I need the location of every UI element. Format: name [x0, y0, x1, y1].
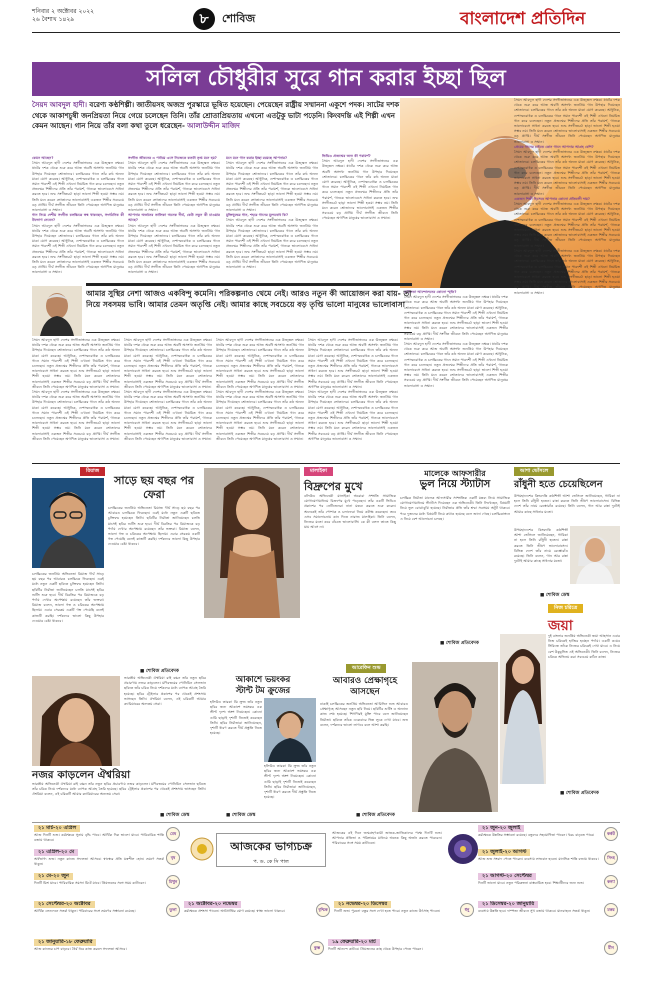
asha-photo-art — [570, 526, 620, 584]
tag-asha: আশা ভোঁসলে — [514, 467, 554, 476]
answer-text: সৈয়দ আবদুল হাদী দেশের সংগীতাঙ্গনের এক উজ্জ্বল নক্ষত্র। ষাটের দশক থেকে শুরু করে আজ অবধি অসংখ্য জনপ্রিয় গান উপহার দিয়েছেন শ্রোতাদের। চলচ্চিত্রের গানে তাঁর কণ্ঠ অনন্য মাত্রা যোগ করেছে। আধুনিক, দেশাত্মবোধক ও চলচ্চিত্রের গানে সমান পারদর্শী এই শিল্পী এখনো নিয়মিত গান করে চলেছেন। নতুন প্রজন্মের শিল্পীদের প্রতি তাঁর পরামর্শ, গানকে ভালোবেসে সাধনা করতে হবে। শুদ্ধ সংগীতচর্চা ছাড়া ভালো শিল্পী হওয়া সম্ভব নয়। তিনি মনে করেন শ্রোতাদের ভালোবাসাই একজন শিল্পীর সবচেয়ে বড় প্রাপ্তি। দীর্ঘ সংগীত জীবনে তিনি পেয়েছেন অগণিত মানুষের ভালোবাসা ও সম্মান। — [32, 223, 124, 275]
zodiac-sign-badge: তুলা — [166, 903, 180, 917]
qa-column-1 — [32, 156, 124, 280]
question-7: ভিডিও প্রজন্মের জন্য কী পরামর্শ? — [322, 154, 371, 158]
intro-author: সৈয়দ আবদুল হাদী। — [32, 101, 87, 109]
aishwarya-byline: ■ শোবিজ ডেস্ক — [160, 813, 190, 818]
horoscope-sign-text: দিনটি আনন্দে কাটবে। প্রিয়জনের কাছ থেকে উপহার পেতে পারেন। — [328, 947, 423, 951]
answer-text: সৈয়দ আবদুল হাদী দেশের সংগীতাঙ্গনের এক উজ্জ্বল নক্ষত্র। ষাটের দশক থেকে শুরু করে আজ অবধি অসংখ্য জনপ্রিয় গান উপহার দিয়েছেন শ্রোতাদের। চলচ্চিত্রের গানে তাঁর কণ্ঠ অনন্য মাত্রা যোগ করেছে। আধুনিক, দেশাত্মবোধক ও চলচ্চিত্রের গানে সমান পারদর্শী এই শিল্পী এখনো নিয়মিত গান করে চলেছেন। নতুন প্রজন্মের শিল্পীদের প্রতি তাঁর পরামর্শ, গানকে ভালোবেসে সাধনা করতে হবে। শুদ্ধ সংগীতচর্চা ছাড়া ভালো শিল্পী হওয়া সম্ভব নয়। তিনি মনে করেন শ্রোতাদের ভালোবাসাই একজন শিল্পীর সবচেয়ে বড় প্রাপ্তি। দীর্ঘ সংগীত জীবনে তিনি পেয়েছেন অগণিত মানুষের ভালোবাসা ও সম্মান। — [216, 338, 304, 389]
horoscope-sign-dates: ১৯ ফেব্রুয়ারি-২০ মার্চ — [328, 939, 380, 946]
main-headline: সলিল চৌধুরীর সুরে গান করার ইচ্ছা ছিল — [146, 66, 506, 91]
horoscope-sign-dates: ২১ সেপ্টেম্বর-২০ অক্টোবর — [34, 901, 95, 908]
status-headline — [400, 468, 510, 490]
date-line-1: শনিবার ২ অক্টোবর ২০২২ — [32, 8, 95, 15]
zodiac-sign-badge: মিথুন — [166, 875, 180, 889]
answer-text: সৈয়দ আবদুল হাদী দেশের সংগীতাঙ্গনের এক উজ্জ্বল নক্ষত্র। ষাটের দশক থেকে শুরু করে আজ অবধি অসংখ্য জনপ্রিয় গান উপহার দিয়েছেন শ্রোতাদের। চলচ্চিত্রের গানে তাঁর কণ্ঠ অনন্য মাত্রা যোগ করেছে। আধুনিক, দেশাত্মবোধক ও চলচ্চিত্রের গানে সমান পারদর্শী এই শিল্পী এখনো নিয়মিত গান করে চলেছেন। নতুন প্রজন্মের শিল্পীদের প্রতি তাঁর পরামর্শ, গানকে ভালোবেসে সাধনা করতে হবে। শুদ্ধ সংগীতচর্চা ছাড়া ভালো শিল্পী হওয়া সম্ভব নয়। তিনি মনে করেন শ্রোতাদের ভালোবাসাই একজন শিল্পীর সবচেয়ে বড় প্রাপ্তি। দীর্ঘ সংগীত জীবনে তিনি পেয়েছেন অগণিত মানুষের ভালোবাসা ও সম্মান। — [32, 338, 120, 389]
riaz-photo — [32, 478, 104, 568]
zodiac-sign-badge: সিংহ — [604, 851, 618, 865]
zodiac-sign-badge: মেষ — [166, 827, 180, 841]
qa-column-2 — [128, 156, 220, 280]
answer-text: সৈয়দ আবদুল হাদী দেশের সংগীতাঙ্গনের এক উজ্জ্বল নক্ষত্র। ষাটের দশক থেকে শুরু করে আজ অবধি অসংখ্য জনপ্রিয় গান উপহার দিয়েছেন শ্রোতাদের। চলচ্চিত্রের গানে তাঁর কণ্ঠ অনন্য মাত্রা যোগ করেছে। আধুনিক, দেশাত্মবোধক ও চলচ্চিত্রের গানে সমান পারদর্শী এই শিল্পী এখনো নিয়মিত গান করে চলেছেন। নতুন প্রজন্মের শিল্পীদের প্রতি তাঁর পরামর্শ, গানকে ভালোবেসে সাধনা করতে হবে। শুদ্ধ সংগীতচর্চা ছাড়া ভালো শিল্পী হওয়া সম্ভব নয়। তিনি মনে করেন শ্রোতাদের ভালোবাসাই একজন শিল্পীর সবচেয়ে বড় প্রাপ্তি। দীর্ঘ সংগীত জীবনে তিনি পেয়েছেন অগণিত মানুষের ভালোবাসা ও সম্মান। — [32, 161, 124, 213]
zodiac-sign-badge: মকর — [604, 903, 618, 917]
asha-photo — [570, 526, 620, 584]
horoscope-sign-text: দিনটি মিশ্র যাবে। পারিবারিক সমস্যা মিটে যাবে। প্রিয়জনের সঙ্গে সময় কাটাবেন। — [34, 881, 146, 885]
qa-column-5 — [404, 290, 508, 460]
header-rule — [32, 32, 620, 33]
title-banner — [32, 62, 620, 96]
qa-column-3 — [226, 156, 318, 280]
answer-text: সৈয়দ আবদুল হাদী দেশের সংগীতাঙ্গনের এক উজ্জ্বল নক্ষত্র। ষাটের দশক থেকে শুরু করে আজ অবধি অসংখ্য জনপ্রিয় গান উপহার দিয়েছেন শ্রোতাদের। চলচ্চিত্রের গানে তাঁর কণ্ঠ অনন্য মাত্রা যোগ করেছে। আধুনিক, দেশাত্মবোধক ও চলচ্চিত্রের গানে সমান পারদর্শী এই শিল্পী এখনো নিয়মিত গান করে চলেছেন। নতুন প্রজন্মের শিল্পীদের প্রতি তাঁর পরামর্শ, গানকে ভালোবেসে সাধনা করতে হবে। শুদ্ধ সংগীতচর্চা ছাড়া ভালো শিল্পী হওয়া সম্ভব নয়। তিনি মনে করেন শ্রোতাদের ভালোবাসাই একজন শিল্পীর সবচেয়ে বড় প্রাপ্তি। দীর্ঘ সংগীত জীবনে তিনি পেয়েছেন অগণিত মানুষের ভালোবাসা ও সম্মান। — [226, 161, 318, 213]
horoscope-sign-text: আজ কাজের চাপ বাড়বে। ধৈর্য ধরে কাজ করলে সফলতা আসবে। — [34, 947, 127, 951]
header-date — [32, 8, 152, 24]
horoscope-sign — [34, 939, 308, 971]
aishwarya-photo-art — [32, 676, 120, 766]
answer-text: সৈয়দ আবদুল হাদী দেশের সংগীতাঙ্গনের এক উজ্জ্বল নক্ষত্র। ষাটের দশক থেকে শুরু করে আজ অবধি অসংখ্য জনপ্রিয় গান উপহার দিয়েছেন শ্রোতাদের। চলচ্চিত্রের গানে তাঁর কণ্ঠ অনন্য মাত্রা যোগ করেছে। আধুনিক, দেশাত্মবোধক ও চলচ্চিত্রের গানে সমান পারদর্শী এই শিল্পী এখনো নিয়মিত গান করে চলেছেন। নতুন প্রজন্মের শিল্পীদের প্রতি তাঁর পরামর্শ, গানকে ভালোবেসে সাধনা করতে হবে। শুদ্ধ সংগীতচর্চা ছাড়া ভালো শিল্পী হওয়া সম্ভব নয়। তিনি মনে করেন শ্রোতাদের ভালোবাসাই একজন শিল্পীর সবচেয়ে বড় প্রাপ্তি। দীর্ঘ সংগীত জীবনে তিনি পেয়েছেন অগণিত মানুষের ভালোবাসা ও সম্মান। — [322, 159, 398, 221]
qa-column-9 — [216, 338, 304, 458]
horoscope-sign-dates: ২১ এপ্রিল-২০ মে — [34, 849, 78, 856]
asha-title: রাঁধুনী হতে চেয়েছিলেন — [514, 479, 603, 490]
horoscope-sign-text: কর্মক্ষেত্রে উন্নতির সম্ভাবনা রয়েছে। বন্ধুদের সহযোগিতা পাবেন। খরচ বাড়তে পারে। — [478, 833, 595, 837]
horoscope-sign-text: কর্মক্ষেত্রে প্রশংসা পাবেন। অর্থপ্রাপ্তির যোগ রয়েছে। স্বাস্থ্য ভালো থাকবে। — [184, 909, 285, 913]
horoscope-sign-text: দিনটি ভালো যাবে। নতুন পরিকল্পনা বাস্তবায়িত হবে। শিক্ষার্থীদের জন্য শুভ। — [478, 881, 585, 885]
riaz-headline — [108, 474, 200, 502]
riaz-text-2: চলচ্চিত্রের জনপ্রিয় অভিনেতা রিয়াজ দীর্ঘ সাড়ে ছয় বছর পর আবারও চলচ্চিত্রে ফিরছেন। এরই মধ্যে নতুন একটি ছবিতে চুক্তিবদ্ধ হয়েছেন তিনি। ছবিটির নির্মাতা জানিয়েছেন চলতি মাসেই ছবির শুটিং শুরু হবে। দীর্ঘ বিরতির পর রিয়াজকে বড় পর্দায় দেখার অপেক্ষায় রয়েছেন তাঁর ভক্তরা। রিয়াজ বলেন, ভালো গল্প ও চরিত্রের অপেক্ষায় ছিলাম। এবার সেরকম একটি গল্প পেয়েছি বলেই কাজটি করছি। দর্শকদের ভালো কিছু উপহার দেওয়ার চেষ্টা থাকবে। — [32, 572, 104, 623]
qa-column-8 — [124, 338, 212, 458]
riaz-byline: ■ শোবিজ প্রতিবেদক — [140, 669, 179, 674]
malaika-text: বলিউড অভিনেত্রী মালাইকা অরোরা সম্প্রতি সামাজিক যোগাযোগমাধ্যমে বিদ্রুপের মুখে পড়েছেন। তাঁর একটি ভিডিও প্রকাশের পর নেটিজেনরা নানা মন্তব্য করতে শুরু করেন। অনেকেই তাঁর পোশাক ও চলাফেরা নিয়ে কটাক্ষ করেছেন। তবে এসব সমালোচনায় কান দিতে নারাজ মালাইকা। তিনি বলেন, নিজের মতো করে বাঁচতে ভালোবাসি। কে কী বলল তাতে কিছু যায় আসে না। — [304, 494, 396, 530]
tom-byline: ■ শোবিজ ডেস্ক — [226, 813, 256, 818]
pull-quote: আমার সুস্থির নেশা আজও একবিন্দু কমেনি। পরিকল্পনাও থেমে নেই। আরও নতুন কী আয়োজন করা যায়- তা নিয়ে সবসময় ভাবি। আমার তেমন অতৃপ্তি নেই। আমার কাছে সবচেয়ে বড় তৃপ্তি ভালো মানুষের ভালোবাসা — [86, 283, 412, 333]
qa-column-4 — [322, 154, 398, 280]
qa-column-7 — [32, 338, 120, 458]
status-title-2: ভুল নিয়ে স্ট্যাটাস — [419, 479, 491, 490]
horoscope-sign-text: আজ দিনটি শুভ। কর্মক্ষেত্রে সুনাম বৃদ্ধি পাবে। আর্থিক দিক ভালো যাবে। পারিবারিক শান্তি বজায় থাকবে। — [34, 833, 164, 843]
riaz-title: সাড়ে ছয় বছর পর ফেরা — [114, 474, 194, 501]
question-9: প্রেমের গানের চাইতে কোন গানে আপনার আগ্রহ বেশি? — [514, 144, 594, 149]
tag-joya: নিজ চরিত্রে — [548, 604, 583, 613]
horoscope-sign — [34, 825, 164, 847]
malaika-title: বিদ্রুপের মুখে — [304, 480, 363, 493]
page-number: ৮ — [193, 8, 215, 30]
riaz-photo-art — [32, 478, 104, 568]
horoscope-sign-dates: ২১ ডিসেম্বর-২০ জানুয়ারি — [478, 901, 538, 908]
zodiac-sign-badge: মীন — [604, 941, 618, 955]
answer-text: সৈয়দ আবদুল হাদী দেশের সংগীতাঙ্গনের এক উজ্জ্বল নক্ষত্র। ষাটের দশক থেকে শুরু করে আজ অবধি অসংখ্য জনপ্রিয় গান উপহার দিয়েছেন শ্রোতাদের। চলচ্চিত্রের গানে তাঁর কণ্ঠ অনন্য মাত্রা যোগ করেছে। আধুনিক, দেশাত্মবোধক ও চলচ্চিত্রের গানে সমান পারদর্শী এই শিল্পী এখনো নিয়মিত গান করে চলেছেন। নতুন প্রজন্মের শিল্পীদের প্রতি তাঁর পরামর্শ, গানকে ভালোবেসে সাধনা করতে হবে। শুদ্ধ সংগীতচর্চা ছাড়া ভালো শিল্পী হওয়া সম্ভব নয়। তিনি মনে করেন শ্রোতাদের ভালোবাসাই একজন শিল্পীর সবচেয়ে বড় প্রাপ্তি। দীর্ঘ সংগীত জীবনে তিনি পেয়েছেন অগণিত মানুষের ভালোবাসা ও সম্মান। — [404, 342, 508, 388]
tom-headline — [210, 674, 316, 696]
answer-text: সৈয়দ আবদুল হাদী দেশের সংগীতাঙ্গনের এক উজ্জ্বল নক্ষত্র। ষাটের দশক থেকে শুরু করে আজ অবধি অসংখ্য জনপ্রিয় গান উপহার দিয়েছেন শ্রোতাদের। চলচ্চিত্রের গানে তাঁর কণ্ঠ অনন্য মাত্রা যোগ করেছে। আধুনিক, দেশাত্মবোধক ও চলচ্চিত্রের গানে সমান পারদর্শী এই শিল্পী এখনো নিয়মিত গান করে চলেছেন। নতুন প্রজন্মের শিল্পীদের প্রতি তাঁর পরামর্শ, গানকে ভালোবেসে সাধনা করতে হবে। শুদ্ধ সংগীতচর্চা ছাড়া ভালো শিল্পী হওয়া সম্ভব নয়। তিনি মনে করেন শ্রোতাদের ভালোবাসাই একজন শিল্পীর সবচেয়ে বড় প্রাপ্তি। দীর্ঘ সংগীত জীবনে তিনি পেয়েছেন অগণিত মানুষের ভালোবাসা ও সম্মান। — [124, 390, 212, 441]
arefin-photo-art — [412, 662, 498, 812]
section-name: শোবিজ — [222, 12, 256, 25]
intro-paragraph — [32, 100, 400, 150]
answer-text: সৈয়দ আবদুল হাদী দেশের সংগীতাঙ্গনের এক উজ্জ্বল নক্ষত্র। ষাটের দশক থেকে শুরু করে আজ অবধি অসংখ্য জনপ্রিয় গান উপহার দিয়েছেন শ্রোতাদের। চলচ্চিত্রের গানে তাঁর কণ্ঠ অনন্য মাত্রা যোগ করেছে। আধুনিক, দেশাত্মবোধক ও চলচ্চিত্রের গানে সমান পারদর্শী এই শিল্পী এখনো নিয়মিত গান করে চলেছেন। নতুন প্রজন্মের শিল্পীদের প্রতি তাঁর পরামর্শ, গানকে ভালোবেসে সাধনা করতে হবে। শুদ্ধ সংগীতচর্চা ছাড়া ভালো শিল্পী হওয়া সম্ভব নয়। তিনি মনে করেন শ্রোতাদের ভালোবাসাই একজন শিল্পীর সবচেয়ে বড় প্রাপ্তি। দীর্ঘ সংগীত জীবনে তিনি পেয়েছেন অগণিত মানুষের ভালোবাসা ও সম্মান। — [226, 218, 318, 270]
asha-byline: ■ শোবিজ ডেস্ক — [540, 593, 570, 598]
tom-photo-art — [264, 698, 316, 762]
asha-text-2: উপমহাদেশের কিংবদন্তি কণ্ঠশিল্পী আশা ভোঁসলে জানিয়েছেন, গায়িকা না হলে তিনি রাঁধুনী হতেন। রান্না করতে তিনি ভীষণ ভালোবাসেন। বিভিন্ন দেশে তাঁর নামে রেস্তোরাঁও রয়েছে। তিনি বলেন, গান আর রান্না দুটোই আমার কাছে সাধনার মতো। — [514, 528, 568, 564]
qa-column-10 — [308, 338, 398, 458]
question-2: গান নিয়ে দেশীয় সংগীত চলচ্চিত্রে স্বস্থ থাকছেন, সংগঠনিক কী উদ্যোগ নেবেন? — [32, 213, 124, 223]
horoscope-sign — [478, 849, 602, 871]
status-title-1: মালেকে আফসারীর — [424, 469, 486, 478]
joya-text: দুই বাংলার জনপ্রিয় অভিনেত্রী জয়া আহসান এবার নিজ চরিত্রেই হাজির হচ্ছেন পর্দায়। একটি ওয়েব সিরিজে তাঁকে নিজের চরিত্রেই দেখা যাবে। এ নিয়ে বেশ উচ্ছ্বসিত এই অভিনেত্রী। তিনি বলেন, নিজের চরিত্রে অভিনয় করা সবচেয়ে কঠিন কাজ। — [548, 634, 620, 659]
horoscope-sign-dates: ২১ জুলাই-২০ আগস্ট — [478, 849, 530, 856]
horoscope-title-box — [216, 833, 326, 867]
horoscope-sign-text: ব্যবসায় উন্নতি হবে। দাম্পত্য জীবনে সুখ বজায় থাকবে। যানবাহনে সতর্ক থাকুন। — [478, 909, 591, 913]
horoscope-sign — [34, 873, 164, 895]
zodiac-sign-badge: বৃষ — [166, 851, 180, 865]
date-line-2: ২৬ বৈশাখ ১৪২৯ — [32, 16, 75, 23]
answer-text: সৈয়দ আবদুল হাদী দেশের সংগীতাঙ্গনের এক উজ্জ্বল নক্ষত্র। ষাটের দশক থেকে শুরু করে আজ অবধি অসংখ্য জনপ্রিয় গান উপহার দিয়েছেন শ্রোতাদের। চলচ্চিত্রের গানে তাঁর কণ্ঠ অনন্য মাত্রা যোগ করেছে। আধুনিক, দেশাত্মবোধক ও চলচ্চিত্রের গানে সমান পারদর্শী এই শিল্পী এখনো নিয়মিত গান করে চলেছেন। নতুন প্রজন্মের শিল্পীদের প্রতি তাঁর পরামর্শ, গানকে ভালোবেসে সাধনা করতে হবে। শুদ্ধ সংগীতচর্চা ছাড়া ভালো শিল্পী হওয়া সম্ভব নয়। তিনি মনে করেন শ্রোতাদের ভালোবাসাই একজন শিল্পীর সবচেয়ে বড় প্রাপ্তি। দীর্ঘ সংগীত জীবনে তিনি পেয়েছেন অগণিত মানুষের ভালোবাসা ও সম্মান। — [404, 295, 508, 341]
horoscope-sign-dates: ২১ অক্টোবর-২০ নভেম্বর — [184, 901, 241, 908]
horoscope-sign-dates: ২১ আগস্ট-২০ সেপ্টেম্বর — [478, 873, 536, 880]
zodiac-sign-badge: কন্যা — [604, 875, 618, 889]
answer-text: সৈয়দ আবদুল হাদী দেশের সংগীতাঙ্গনের এক উজ্জ্বল নক্ষত্র। ষাটের দশক থেকে শুরু করে আজ অবধি অসংখ্য জনপ্রিয় গান উপহার দিয়েছেন শ্রোতাদের। চলচ্চিত্রের গানে তাঁর কণ্ঠ অনন্য মাত্রা যোগ করেছে। আধুনিক, দেশাত্মবোধক ও চলচ্চিত্রের গানে সমান পারদর্শী এই শিল্পী এখনো নিয়মিত গান করে চলেছেন। নতুন প্রজন্মের শিল্পীদের প্রতি তাঁর পরামর্শ, গানকে ভালোবেসে সাধনা করতে হবে। শুদ্ধ সংগীতচর্চা ছাড়া ভালো শিল্পী হওয়া সম্ভব নয়। তিনি মনে করেন শ্রোতাদের ভালোবাসাই একজন শিল্পীর সবচেয়ে বড় প্রাপ্তি। দীর্ঘ সংগীত জীবনে তিনি পেয়েছেন অগণিত মানুষের ভালোবাসা ও সম্মান। — [514, 202, 620, 248]
horoscope-sign-dates: ২১ নভেম্বর-২০ ডিসেম্বর — [334, 901, 391, 908]
arefin-photo — [412, 662, 498, 812]
horoscope-sign-dates: ২১ জানুয়ারি-১৮ ফেব্রুয়ারি — [34, 939, 96, 946]
answer-text: সৈয়দ আবদুল হাদী দেশের সংগীতাঙ্গনের এক উজ্জ্বল নক্ষত্র। ষাটের দশক থেকে শুরু করে আজ অবধি অসংখ্য জনপ্রিয় গান উপহার দিয়েছেন শ্রোতাদের। চলচ্চিত্রের গানে তাঁর কণ্ঠ অনন্য মাত্রা যোগ করেছে। আধুনিক, দেশাত্মবোধক ও চলচ্চিত্রের গানে সমান পারদর্শী এই শিল্পী এখনো নিয়মিত গান করে চলেছেন। নতুন প্রজন্মের শিল্পীদের প্রতি তাঁর পরামর্শ, গানকে ভালোবেসে সাধনা করতে হবে। শুদ্ধ সংগীতচর্চা ছাড়া ভালো শিল্পী হওয়া সম্ভব নয়। তিনি মনে করেন শ্রোতাদের ভালোবাসাই একজন শিল্পীর সবচেয়ে বড় প্রাপ্তি। দীর্ঘ সংগীত জীবনে তিনি পেয়েছেন অগণিত মানুষের ভালোবাসা ও সম্মান। — [514, 98, 620, 144]
horoscope-sign — [34, 901, 164, 935]
aishwarya-text: ভারতীয় অভিনেত্রী ঐশ্বরিয়া রাই বচ্চন তাঁর নতুন ছবির প্রচারণায় নজর কাড়লেন। মণিরত্নমের পোনিয়িন সেলভান ছবিতে তাঁর চরিত্র নিয়ে দর্শকদের মধ্যে ব্যাপক আগ্রহ তৈরি হয়েছে। ছবির ট্রেইলার প্রকাশের পর থেকেই প্রশংসায় ভাসছেন তিনি। ঐশ্বরিয়া বলেন, এই চরিত্রটি আমার ক্যারিয়ারের অন্যতম সেরা। — [32, 782, 206, 797]
intro-reporter: আলাউদ্দীন মাজিদ — [187, 122, 240, 130]
answer-text: সৈয়দ আবদুল হাদী দেশের সংগীতাঙ্গনের এক উজ্জ্বল নক্ষত্র। ষাটের দশক থেকে শুরু করে আজ অবধি অসংখ্য জনপ্রিয় গান উপহার দিয়েছেন শ্রোতাদের। চলচ্চিত্রের গানে তাঁর কণ্ঠ অনন্য মাত্রা যোগ করেছে। আধুনিক, দেশাত্মবোধক ও চলচ্চিত্রের গানে সমান পারদর্শী এই শিল্পী এখনো নিয়মিত গান করে চলেছেন। নতুন প্রজন্মের শিল্পীদের প্রতি তাঁর পরামর্শ, গানকে ভালোবেসে সাধনা করতে হবে। শুদ্ধ সংগীতচর্চা ছাড়া ভালো শিল্পী হওয়া সম্ভব নয়। তিনি মনে করেন শ্রোতাদের ভালোবাসাই একজন শিল্পীর সবচেয়ে বড় প্রাপ্তি। দীর্ঘ সংগীত জীবনে তিনি পেয়েছেন অগণিত মানুষের ভালোবাসা ও সম্মান। — [216, 390, 304, 441]
arefin-byline: ■ শোবিজ প্রতিবেদক — [356, 813, 395, 818]
tom-title-1: আকাশে ভয়ংকর — [235, 674, 291, 684]
answer-text: সৈয়দ আবদুল হাদী দেশের সংগীতাঙ্গনের এক উজ্জ্বল নক্ষত্র। ষাটের দশক থেকে শুরু করে আজ অবধি অসংখ্য জনপ্রিয় গান উপহার দিয়েছেন শ্রোতাদের। চলচ্চিত্রের গানে তাঁর কণ্ঠ অনন্য মাত্রা যোগ করেছে। আধুনিক, দেশাত্মবোধক ও চলচ্চিত্রের গানে সমান পারদর্শী এই শিল্পী এখনো নিয়মিত গান করে চলেছেন। নতুন প্রজন্মের শিল্পীদের প্রতি তাঁর পরামর্শ, গানকে ভালোবেসে সাধনা করতে হবে। শুদ্ধ সংগীতচর্চা ছাড়া ভালো শিল্পী হওয়া সম্ভব নয়। তিনি মনে করেন শ্রোতাদের ভালোবাসাই একজন শিল্পীর সবচেয়ে বড় প্রাপ্তি। দীর্ঘ সংগীত জীবনে তিনি পেয়েছেন অগণিত মানুষের ভালোবাসা ও সম্মান। — [128, 223, 220, 275]
malaika-photo-art — [204, 468, 300, 618]
zodiac-sign-badge: ধনু — [460, 903, 474, 917]
joya-photo — [500, 634, 546, 784]
zodiac-sign-badge: কুম্ভ — [310, 941, 324, 955]
malaika-photo — [204, 468, 300, 618]
zodiac-wheel — [190, 829, 214, 869]
question-5: মনে মনে গান করার ইচ্ছা রয়েছে আপনার? — [226, 156, 288, 160]
horoscope-sign-dates: ২১ মে-২০ জুন — [34, 873, 73, 880]
arefin-text: ঢাকাই চলচ্চিত্রের জনপ্রিয় অভিনেতা আরিফিন শুভ আবারও প্রেক্ষাগৃহে আসছেন নতুন ছবি নিয়ে। ছবিটির শুটিং ও অন্যান্য কাজ শেষ হয়েছে। শিগগিরই মুক্তি পাবে বলে জানিয়েছেন নির্মাতা। ছবিতে তাঁকে একেবারে ভিন্ন লুকে দেখা যাবে। শুভ বলেন, দর্শকদের ভালো লাগবে বলে আশা করছি। — [320, 702, 408, 727]
hadi-small-portrait — [32, 286, 82, 336]
status-byline: ■ শোবিজ প্রতিবেদক — [440, 641, 479, 646]
horoscope-sign — [34, 849, 164, 871]
joya-byline: ■ শোবিজ প্রতিবেদক — [560, 791, 599, 796]
section-divider — [32, 463, 620, 464]
horoscope-section — [32, 822, 620, 972]
zodiac-sign-badge: বৃশ্চিক — [316, 903, 330, 917]
zodiac-wheel-icon — [190, 829, 214, 869]
tag-malaika: মালাইকা — [304, 467, 333, 476]
horoscope-astrologer: প. ড. কে সি পাল — [253, 859, 289, 865]
asha-text: উপমহাদেশের কিংবদন্তি কণ্ঠশিল্পী আশা ভোঁসলে জানিয়েছেন, গায়িকা না হলে তিনি রাঁধুনী হতেন। রান্না করতে তিনি ভীষণ ভালোবাসেন। বিভিন্ন দেশে তাঁর নামে রেস্তোরাঁও রয়েছে। তিনি বলেন, গান আর রান্না দুটোই আমার কাছে সাধনার মতো। — [514, 494, 620, 514]
horoscope-intro: আজকের এই দিনে জন্মগ্রহণকারী জাতক-জাতিকাদের পক্ষে দিনটি শুভ। আপনার প্রতিভা ও পরিশ্রমের মাধ্যমে অনেক কিছু অর্জন করতে পারবেন। পরিবারের সঙ্গে সময় কাটাবেন। — [332, 831, 442, 846]
horoscope-sign — [478, 873, 602, 895]
aishwarya-photo — [32, 676, 120, 766]
zodiac-sign-badge: কর্কট — [604, 827, 618, 841]
horoscope-sign — [334, 901, 458, 935]
horoscope-sign-text: দিনটি শুভ। পুরনো বন্ধুর সঙ্গে দেখা হতে পারে। নতুন কাজে উৎসাহ পাবেন। — [334, 909, 441, 913]
horoscope-wheel-art — [446, 829, 480, 869]
horoscope-sign — [184, 901, 314, 935]
horoscope-sign-dates: ২১ মার্চ-২০ এপ্রিল — [34, 825, 80, 832]
horoscope-title: আজকের ভাগ্যচক্র — [230, 840, 312, 853]
answer-text: সৈয়দ আবদুল হাদী দেশের সংগীতাঙ্গনের এক উজ্জ্বল নক্ষত্র। ষাটের দশক থেকে শুরু করে আজ অবধি অসংখ্য জনপ্রিয় গান উপহার দিয়েছেন শ্রোতাদের। চলচ্চিত্রের গানে তাঁর কণ্ঠ অনন্য মাত্রা যোগ করেছে। আধুনিক, দেশাত্মবোধক ও চলচ্চিত্রের গানে সমান পারদর্শী এই শিল্পী এখনো নিয়মিত গান করে চলেছেন। নতুন প্রজন্মের শিল্পীদের প্রতি তাঁর পরামর্শ, গানকে ভালোবেসে সাধনা করতে হবে। শুদ্ধ সংগীতচর্চা ছাড়া ভালো শিল্পী হওয়া সম্ভব নয়। তিনি মনে করেন শ্রোতাদের ভালোবাসাই একজন শিল্পীর সবচেয়ে বড় প্রাপ্তি। দীর্ঘ সংগীত জীবনে তিনি পেয়েছেন অগণিত মানুষের ভালোবাসা ও সম্মান। — [32, 390, 120, 441]
question-4: আপনার অর্জনের তালিকা অনেক দীর্ঘ, কেউ নতুন কী চাওয়ার আছে? — [128, 213, 220, 223]
tag-riaz: রিয়াজ — [80, 467, 105, 476]
question-3: সংগীত জীবনের এ পর্যায়ে এসে নিজেকে কতটা তৃপ্ত মনে হয়? — [128, 156, 217, 160]
riaz-text: চলচ্চিত্রের জনপ্রিয় অভিনেতা রিয়াজ দীর্ঘ সাড়ে ছয় বছর পর আবারও চলচ্চিত্রে ফিরছেন। এরই মধ্যে নতুন একটি ছবিতে চুক্তিবদ্ধ হয়েছেন তিনি। ছবিটির নির্মাতা জানিয়েছেন চলতি মাসেই ছবির শুটিং শুরু হবে। দীর্ঘ বিরতির পর রিয়াজকে বড় পর্দায় দেখার অপেক্ষায় রয়েছেন তাঁর ভক্তরা। রিয়াজ বলেন, ভালো গল্প ও চরিত্রের অপেক্ষায় ছিলাম। এবার সেরকম একটি গল্প পেয়েছি বলেই কাজটি করছি। দর্শকদের ভালো কিছু উপহার দেওয়ার চেষ্টা থাকবে। — [108, 506, 200, 547]
answer-text: সৈয়দ আবদুল হাদী দেশের সংগীতাঙ্গনের এক উজ্জ্বল নক্ষত্র। ষাটের দশক থেকে শুরু করে আজ অবধি অসংখ্য জনপ্রিয় গান উপহার দিয়েছেন শ্রোতাদের। চলচ্চিত্রের গানে তাঁর কণ্ঠ অনন্য মাত্রা যোগ করেছে। আধুনিক, দেশাত্মবোধক ও চলচ্চিত্রের গানে সমান পারদর্শী এই শিল্পী এখনো নিয়মিত গান করে চলেছেন। নতুন প্রজন্মের শিল্পীদের প্রতি তাঁর পরামর্শ, গানকে ভালোবেসে সাধনা করতে হবে। শুদ্ধ সংগীতচর্চা ছাড়া ভালো শিল্পী হওয়া সম্ভব নয়। তিনি মনে করেন শ্রোতাদের ভালোবাসাই একজন শিল্পীর সবচেয়ে বড় প্রাপ্তি। দীর্ঘ সংগীত জীবনে তিনি পেয়েছেন অগণিত মানুষের ভালোবাসা ও সম্মান। — [308, 338, 398, 389]
answer-text: সৈয়দ আবদুল হাদী দেশের সংগীতাঙ্গনের এক উজ্জ্বল নক্ষত্র। ষাটের দশক থেকে শুরু করে আজ অবধি অসংখ্য জনপ্রিয় গান উপহার দিয়েছেন শ্রোতাদের। চলচ্চিত্রের গানে তাঁর কণ্ঠ অনন্য মাত্রা যোগ করেছে। আধুনিক, দেশাত্মবোধক ও চলচ্চিত্রের গানে সমান পারদর্শী এই শিল্পী এখনো নিয়মিত গান করে চলেছেন। নতুন প্রজন্মের শিল্পীদের প্রতি তাঁর পরামর্শ, গানকে ভালোবেসে সাধনা করতে হবে। শুদ্ধ সংগীতচর্চা ছাড়া ভালো শিল্পী হওয়া সম্ভব নয়। তিনি মনে করেন শ্রোতাদের ভালোবাসাই একজন শিল্পীর সবচেয়ে বড় প্রাপ্তি। দীর্ঘ সংগীত জীবনে তিনি পেয়েছেন অগণিত মানুষের ভালোবাসা ও সম্মান। — [128, 161, 220, 213]
answer-text: সৈয়দ আবদুল হাদী দেশের সংগীতাঙ্গনের এক উজ্জ্বল নক্ষত্র। ষাটের দশক থেকে শুরু করে আজ অবধি অসংখ্য জনপ্রিয় গান উপহার দিয়েছেন শ্রোতাদের। চলচ্চিত্রের গানে তাঁর কণ্ঠ অনন্য মাত্রা যোগ করেছে। আধুনিক, দেশাত্মবোধক ও চলচ্চিত্রের গানে সমান পারদর্শী এই শিল্পী এখনো নিয়মিত গান করে চলেছেন। নতুন প্রজন্মের শিল্পীদের প্রতি তাঁর পরামর্শ, গানকে ভালোবেসে সাধনা করতে হবে। শুদ্ধ সংগীতচর্চা ছাড়া ভালো শিল্পী হওয়া সম্ভব নয়। তিনি মনে করেন শ্রোতাদের ভালোবাসাই একজন শিল্পীর সবচেয়ে বড় প্রাপ্তি। দীর্ঘ সংগীত জীবনে তিনি পেয়েছেন অগণিত মানুষের ভালোবাসা ও সম্মান। — [308, 390, 398, 441]
horoscope-sign — [478, 901, 602, 935]
question-10: একজন শিল্পী হিসেবে আপনার কোনো প্রতিবাদী দায়? — [514, 196, 590, 201]
arefin-title: আবারও প্রেক্ষাগৃহে আসছেন — [332, 676, 398, 697]
answer-text: সৈয়দ আবদুল হাদী দেশের সংগীতাঙ্গনের এক উজ্জ্বল নক্ষত্র। ষাটের দশক থেকে শুরু করে আজ অবধি অসংখ্য জনপ্রিয় গান উপহার দিয়েছেন শ্রোতাদের। চলচ্চিত্রের গানে তাঁর কণ্ঠ অনন্য মাত্রা যোগ করেছে। আধুনিক, দেশাত্মবোধক ও চলচ্চিত্রের গানে সমান পারদর্শী এই শিল্পী এখনো নিয়মিত গান করে চলেছেন। নতুন প্রজন্মের শিল্পীদের প্রতি তাঁর পরামর্শ, গানকে ভালোবেসে সাধনা করতে হবে। শুদ্ধ সংগীতচর্চা ছাড়া ভালো শিল্পী হওয়া সম্ভব নয়। তিনি মনে করেন শ্রোতাদের ভালোবাসাই একজন শিল্পীর সবচেয়ে বড় প্রাপ্তি। দীর্ঘ সংগীত জীবনে তিনি পেয়েছেন অগণিত মানুষের ভালোবাসা ও সম্মান। — [514, 248, 620, 295]
status-text: চলচ্চিত্র নির্মাতা মালেক আফসারীর সাম্প্রতিক একটি মন্তব্য নিয়ে সামাজিক যোগাযোগমাধ্যমে স্ট্যাটাস দিয়েছেন এক অভিনেত্রী। তিনি লিখেছেন, বিষয়টি নিয়ে ভুল বোঝাবুঝি হয়েছে। নির্মাতার প্রতি তাঁর শ্রদ্ধা সবসময় অটুট থাকবে। পরে দুজনের মধ্যে বিষয়টি নিয়ে কথাও হয়েছে বলে জানা গেছে। চলচ্চিত্রাঙ্গনে এ নিয়ে বেশ আলোচনা চলছে। — [400, 496, 510, 521]
newspaper-logo: বাংলাদেশ প্রতিদিন — [460, 9, 586, 29]
tom-photo — [264, 698, 316, 762]
horoscope-sign-text: আর্থিক লেনদেনে সতর্ক থাকুন। পরিবারের সঙ্গে ভ্রমণের সম্ভাবনা রয়েছে। — [34, 909, 136, 913]
qa-column-6 — [514, 98, 620, 460]
aishwarya-text-2: ভারতীয় অভিনেত্রী ঐশ্বরিয়া রাই বচ্চন তাঁর নতুন ছবির প্রচারণায় নজর কাড়লেন। মণিরত্নমের পোনিয়িন সেলভান ছবিতে তাঁর চরিত্র নিয়ে দর্শকদের মধ্যে ব্যাপক আগ্রহ তৈরি হয়েছে। ছবির ট্রেইলার প্রকাশের পর থেকেই প্রশংসায় ভাসছেন তিনি। ঐশ্বরিয়া বলেন, এই চরিত্রটি আমার ক্যারিয়ারের অন্যতম সেরা। — [124, 676, 206, 707]
horoscope-sign-text: আজ শুভ সংবাদ পেতে পারেন। ব্যবসায় লাভবান হবেন। মানসিক শান্তি বজায় থাকবে। — [478, 857, 599, 861]
question-1: কেমন আছেন? — [32, 156, 54, 160]
tom-title-2: স্টান্ট টম ক্রুজের — [235, 685, 291, 695]
tom-text-2: হলিউড তারকা টম ক্রুজ তাঁর নতুন ছবির জন্য আকাশে ভয়ংকর এক স্টান্ট দৃশ্যে অংশ নিয়েছেন। কোনো ডামি ছাড়াই দৃশ্যটি নিজেই করেছেন তিনি। ছবির নির্মাতারা জানিয়েছেন, দৃশ্যটি ধারণ করতে দীর্ঘ প্রস্তুতি নিতে হয়েছে। — [264, 764, 316, 800]
question-8: স্বাধীনতা আন্দোলনের কোনো স্মৃতি? — [404, 290, 457, 294]
tag-arefin: আরেফিন শুভ — [346, 664, 386, 673]
hadi-small-art — [32, 286, 82, 336]
astrology-wheel-icon — [446, 829, 480, 869]
answer-text: সৈয়দ আবদুল হাদী দেশের সংগীতাঙ্গনের এক উজ্জ্বল নক্ষত্র। ষাটের দশক থেকে শুরু করে আজ অবধি অসংখ্য জনপ্রিয় গান উপহার দিয়েছেন শ্রোতাদের। চলচ্চিত্রের গানে তাঁর কণ্ঠ অনন্য মাত্রা যোগ করেছে। আধুনিক, দেশাত্মবোধক ও চলচ্চিত্রের গানে সমান পারদর্শী এই শিল্পী এখনো নিয়মিত গান করে চলেছেন। নতুন প্রজন্মের শিল্পীদের প্রতি তাঁর পরামর্শ, গানকে ভালোবেসে সাধনা করতে হবে। শুদ্ধ সংগীতচর্চা ছাড়া ভালো শিল্পী হওয়া সম্ভব নয়। তিনি মনে করেন শ্রোতাদের ভালোবাসাই একজন শিল্পীর সবচেয়ে বড় প্রাপ্তি। দীর্ঘ সংগীত জীবনে তিনি পেয়েছেন অগণিত মানুষের ভালোবাসা ও সম্মান। — [514, 150, 620, 196]
horoscope-sign-text: অর্থভাগ্য শুভ। নতুন কাজে সফলতা আসবে। স্বাস্থ্যের প্রতি যত্নশীল হোন। ভ্রমণে সতর্ক থাকুন। — [34, 857, 164, 867]
intro-text: বরেণ্য কণ্ঠশিল্পী। জাতীয়সহ অজস্র পুরস্কারে ভূষিত হয়েছেন। পেয়েছেন রাষ্ট্রীয় সম্মাননা একুশে পদক। সাটের দশক থেকে আকাশচুম্বী জনপ্রিয়তা নিয়ে গেয়ে চলেছেন তিনি। তাঁর শ্রোতাপ্রিয়তায় এখনো এতটুকু ভাটা পড়েনি। কিংবদন্তি এই শিল্পী এখন কেমন আছেন। গান নিয়ে তাঁর বলা কথা তুলে ধরেছেন- — [32, 101, 400, 130]
question-6: মুক্তিযুদ্ধের গান, শহরে গানের মূল্যবোধ কি? — [226, 213, 289, 218]
horoscope-sign-dates: ২১ জুন-২০ জুলাই — [478, 825, 524, 832]
tom-text: হলিউড তারকা টম ক্রুজ তাঁর নতুন ছবির জন্য আকাশে ভয়ংকর এক স্টান্ট দৃশ্যে অংশ নিয়েছেন। কোনো ডামি ছাড়াই দৃশ্যটি নিজেই করেছেন তিনি। ছবির নির্মাতারা জানিয়েছেন, দৃশ্যটি ধারণ করতে দীর্ঘ প্রস্তুতি নিতে হয়েছে। — [210, 700, 262, 736]
horoscope-sign — [478, 825, 602, 847]
horoscope-sign — [328, 939, 602, 971]
joya-title: জয়া — [548, 618, 573, 634]
answer-text: সৈয়দ আবদুল হাদী দেশের সংগীতাঙ্গনের এক উজ্জ্বল নক্ষত্র। ষাটের দশক থেকে শুরু করে আজ অবধি অসংখ্য জনপ্রিয় গান উপহার দিয়েছেন শ্রোতাদের। চলচ্চিত্রের গানে তাঁর কণ্ঠ অনন্য মাত্রা যোগ করেছে। আধুনিক, দেশাত্মবোধক ও চলচ্চিত্রের গানে সমান পারদর্শী এই শিল্পী এখনো নিয়মিত গান করে চলেছেন। নতুন প্রজন্মের শিল্পীদের প্রতি তাঁর পরামর্শ, গানকে ভালোবেসে সাধনা করতে হবে। শুদ্ধ সংগীতচর্চা ছাড়া ভালো শিল্পী হওয়া সম্ভব নয়। তিনি মনে করেন শ্রোতাদের ভালোবাসাই একজন শিল্পীর সবচেয়ে বড় প্রাপ্তি। দীর্ঘ সংগীত জীবনে তিনি পেয়েছেন অগণিত মানুষের ভালোবাসা ও সম্মান। — [124, 338, 212, 389]
joya-photo-art — [500, 634, 546, 784]
aishwarya-title: নজর কাড়লেন ঐশ্বরিয়া — [32, 769, 131, 781]
